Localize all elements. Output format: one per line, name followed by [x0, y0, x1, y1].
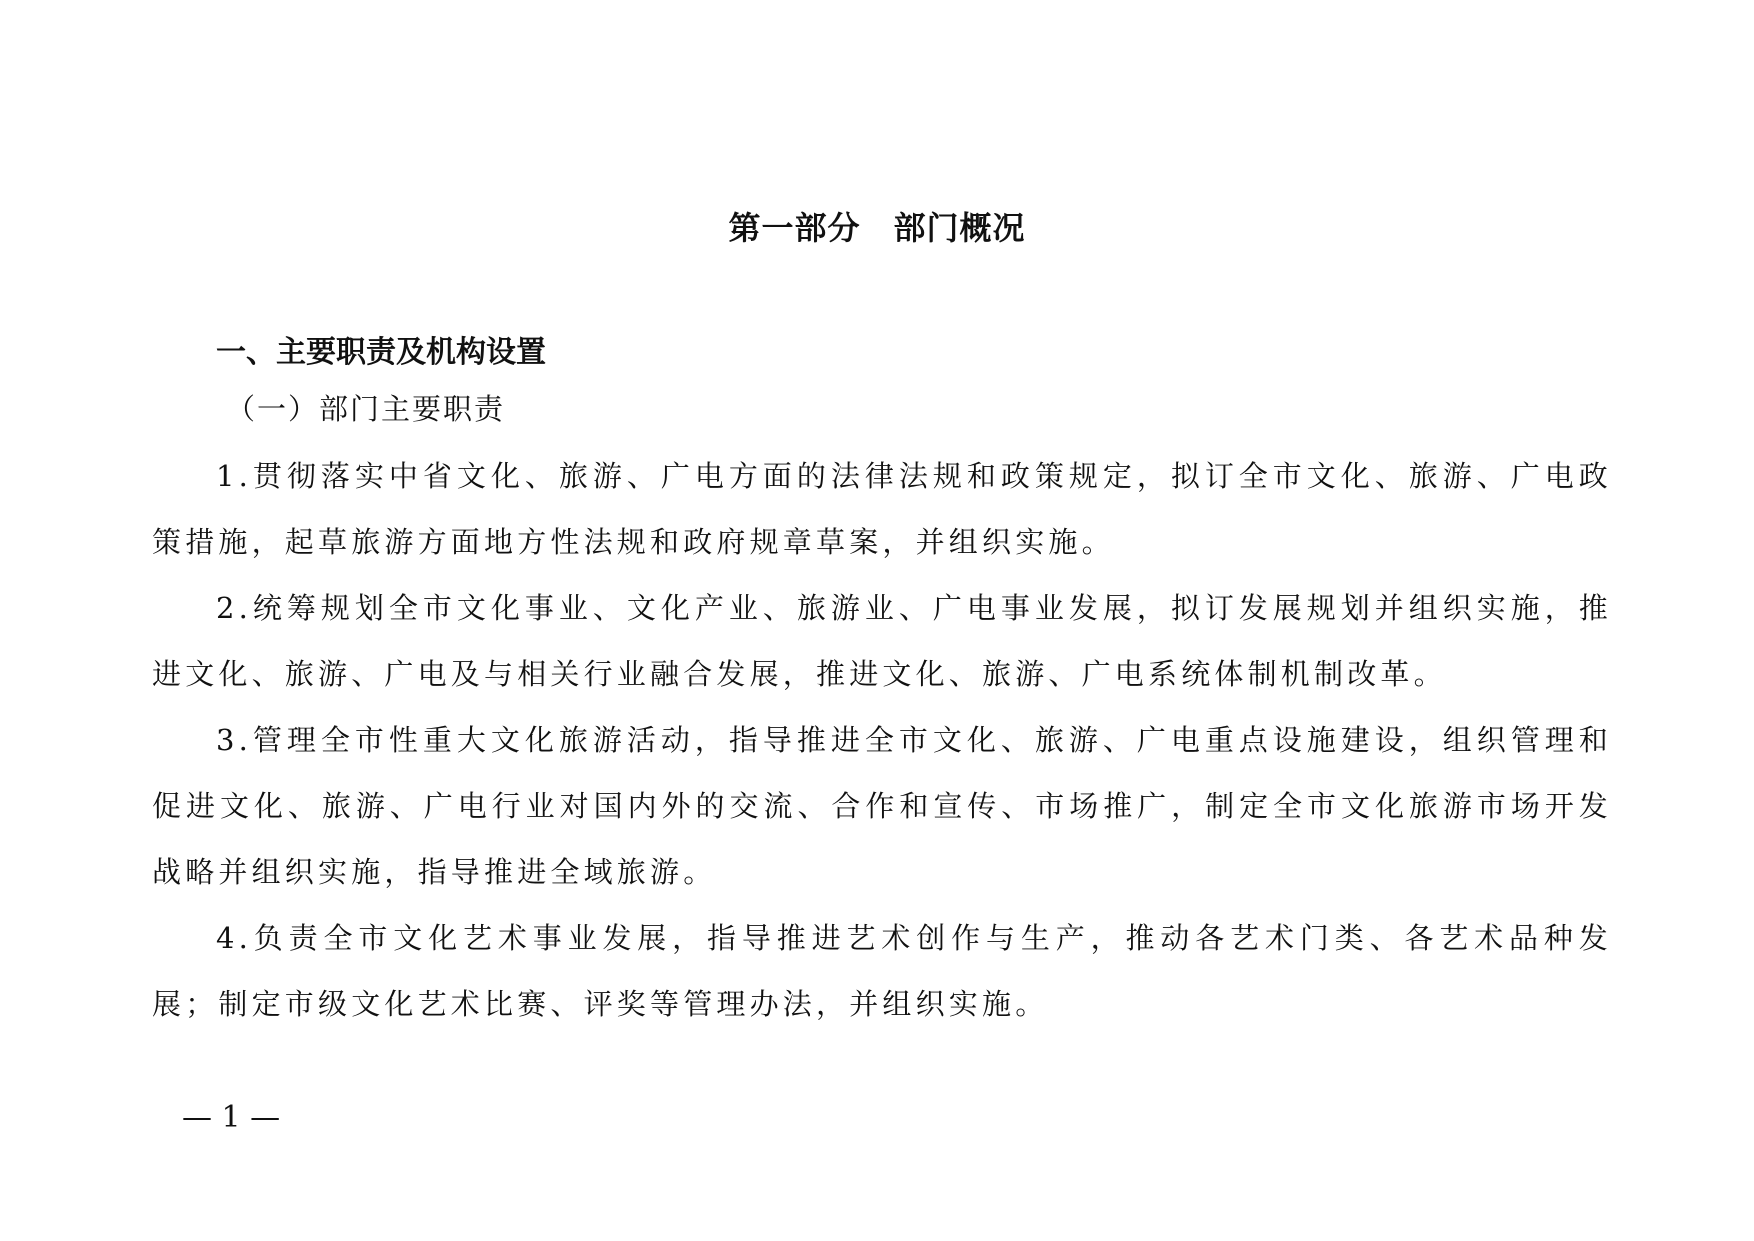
paragraph-4: 4.负责全市文化艺术事业发展，指导推进艺术创作与生产，推动各艺术门类、各艺术品种发展；制定市级文化艺术比赛、评奖等管理办法，并组织实施。	[152, 921, 1612, 1021]
paragraph-1: 1.贯彻落实中省文化、旅游、广电方面的法律法规和政策规定，拟订全市文化、旅游、广电政策措施，起草旅游方面地方性法规和政府规章草案，并组织实施。	[152, 459, 1612, 559]
section-heading: 一、主要职责及机构设置	[216, 335, 546, 370]
sub-heading: （一）部门主要职责	[226, 392, 506, 426]
page-number: — 1 —	[182, 1100, 281, 1135]
paragraph-3: 3.管理全市性重大文化旅游活动，指导推进全市文化、旅游、广电重点设施建设，组织管理和促进文化、旅游、广电行业对国内外的交流、合作和宣传、市场推广，制定全市文化旅游市场开发战略并组织实施，指导推进全域旅游。	[152, 723, 1612, 889]
paragraph-2: 2.统筹规划全市文化事业、文化产业、旅游业、广电事业发展，拟订发展规划并组织实施，推进文化、旅游、广电及与相关行业融合发展，推进文化、旅游、广电系统体制机制改革。	[152, 591, 1612, 691]
part-title: 第一部分 部门概况	[728, 209, 1026, 247]
body-text	[152, 443, 1612, 1037]
